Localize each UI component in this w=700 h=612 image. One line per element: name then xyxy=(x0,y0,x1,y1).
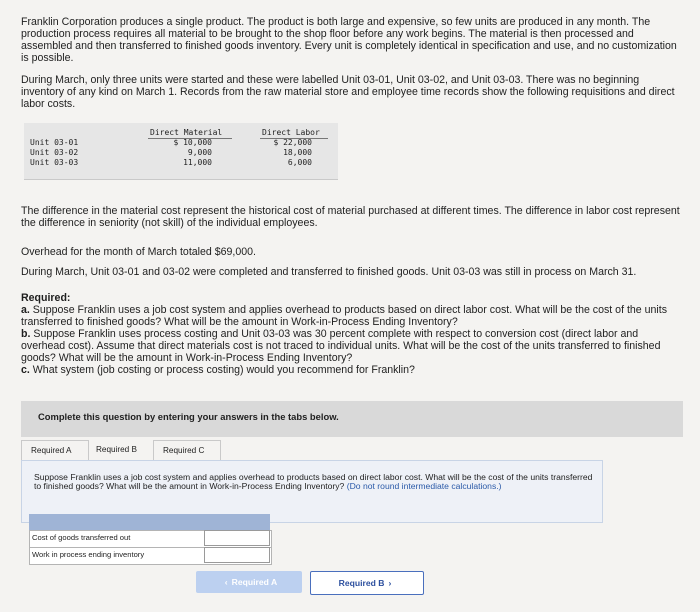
table-row-unit: Unit 03-03 xyxy=(30,158,79,167)
during-paragraph: During March, Unit 03-01 and 03-02 were completed and transferred to finished goods. Unit 03-03 was still in process on March 31. xyxy=(21,266,637,278)
header-direct-labor: Direct Labor xyxy=(262,128,320,137)
intro-paragraph: Franklin Corporation produces a single product. The product is both large and expensive, so few units are produced in any month. The production process requires all material to be brought to the shop floor before any work begins. The material is then processed and assembled and then transferred to finished goods inventory. Every unit is completely identical in specification and use, and no customization is possible. xyxy=(21,16,677,64)
question-text: Suppose Franklin uses a job cost system and applies overhead to products based on direct labor cost. What will be the cost of the units transferred to finished goods? What will be the amount in Work-in-Process Ending Inventory? (Do not round intermediate calculations.) xyxy=(34,472,593,491)
tab-required-b[interactable]: Required B xyxy=(96,445,137,454)
table-row xyxy=(29,547,272,565)
chevron-right-icon: › xyxy=(388,578,392,588)
prev-button[interactable] xyxy=(196,571,302,593)
required-section xyxy=(21,292,683,376)
table-cell-dl: 18,000 xyxy=(283,148,312,157)
table-cell-dm: $ 10,000 xyxy=(173,138,212,147)
tab-required-c[interactable]: Required C xyxy=(153,440,221,461)
question-note: (Do not round intermediate calculations.) xyxy=(346,481,502,491)
next-label: Required B xyxy=(338,578,385,588)
cost-table xyxy=(24,123,338,180)
tab-required-a[interactable]: Required A xyxy=(21,440,89,461)
table-cell-dl: $ 22,000 xyxy=(273,138,312,147)
cost-transferred-input[interactable] xyxy=(204,530,270,546)
next-button[interactable] xyxy=(310,571,424,595)
table-row-unit: Unit 03-01 xyxy=(30,138,79,147)
march-paragraph: During March, only three units were started and these were labelled Unit 03-01, Unit 03-02, and Unit 03-03. There was no beginning inventory of any kind on March 1. Records from the raw material store and employee time records show the following requisitions and direct labor costs. xyxy=(21,74,675,110)
table-cell-dm: 9,000 xyxy=(187,148,212,157)
difference-paragraph: The difference in the material cost represent the historical cost of material purchased at different times. The difference in labor cost represent the difference in seniority (not skill) of the individual employees. xyxy=(21,205,680,229)
prev-label: Required A xyxy=(231,577,278,587)
table-row-unit: Unit 03-02 xyxy=(30,148,79,157)
required-title: Required: xyxy=(21,292,71,304)
table-row xyxy=(29,530,272,548)
table-cell-dm: 11,000 xyxy=(183,158,212,167)
chevron-left-icon: ‹ xyxy=(224,577,228,587)
row-label: Cost of goods transferred out xyxy=(32,533,131,542)
required-a: a. Suppose Franklin uses a job cost system and applies overhead to products based on direct labor cost. What will be the cost of the units transferred to finished goods? What will be the amount in Work-in-Process Ending Inventory? xyxy=(21,304,668,328)
required-c: c. What system (job costing or process costing) would you recommend for Franklin? xyxy=(21,364,415,376)
required-b: b. Suppose Franklin uses process costing and Unit 03-03 was 30 percent complete with respect to conversion cost (direct labor and overhead cost). Assume that direct materials cost is not traced to individual units. What will be the cost of the units transferred to finished goods? What will be the amount in Work-in-Process Ending Inventory? xyxy=(21,328,661,364)
wip-ending-input[interactable] xyxy=(204,547,270,563)
overhead-paragraph: Overhead for the month of March totaled $69,000. xyxy=(21,246,256,258)
instruction-bar xyxy=(21,401,683,437)
row-label: Work in process ending inventory xyxy=(32,550,145,559)
table-cell-dl: 6,000 xyxy=(287,158,312,167)
answer-table-header xyxy=(29,514,270,530)
header-direct-material: Direct Material xyxy=(150,128,223,137)
instruction-text: Complete this question by entering your answers in the tabs below. xyxy=(38,411,339,422)
